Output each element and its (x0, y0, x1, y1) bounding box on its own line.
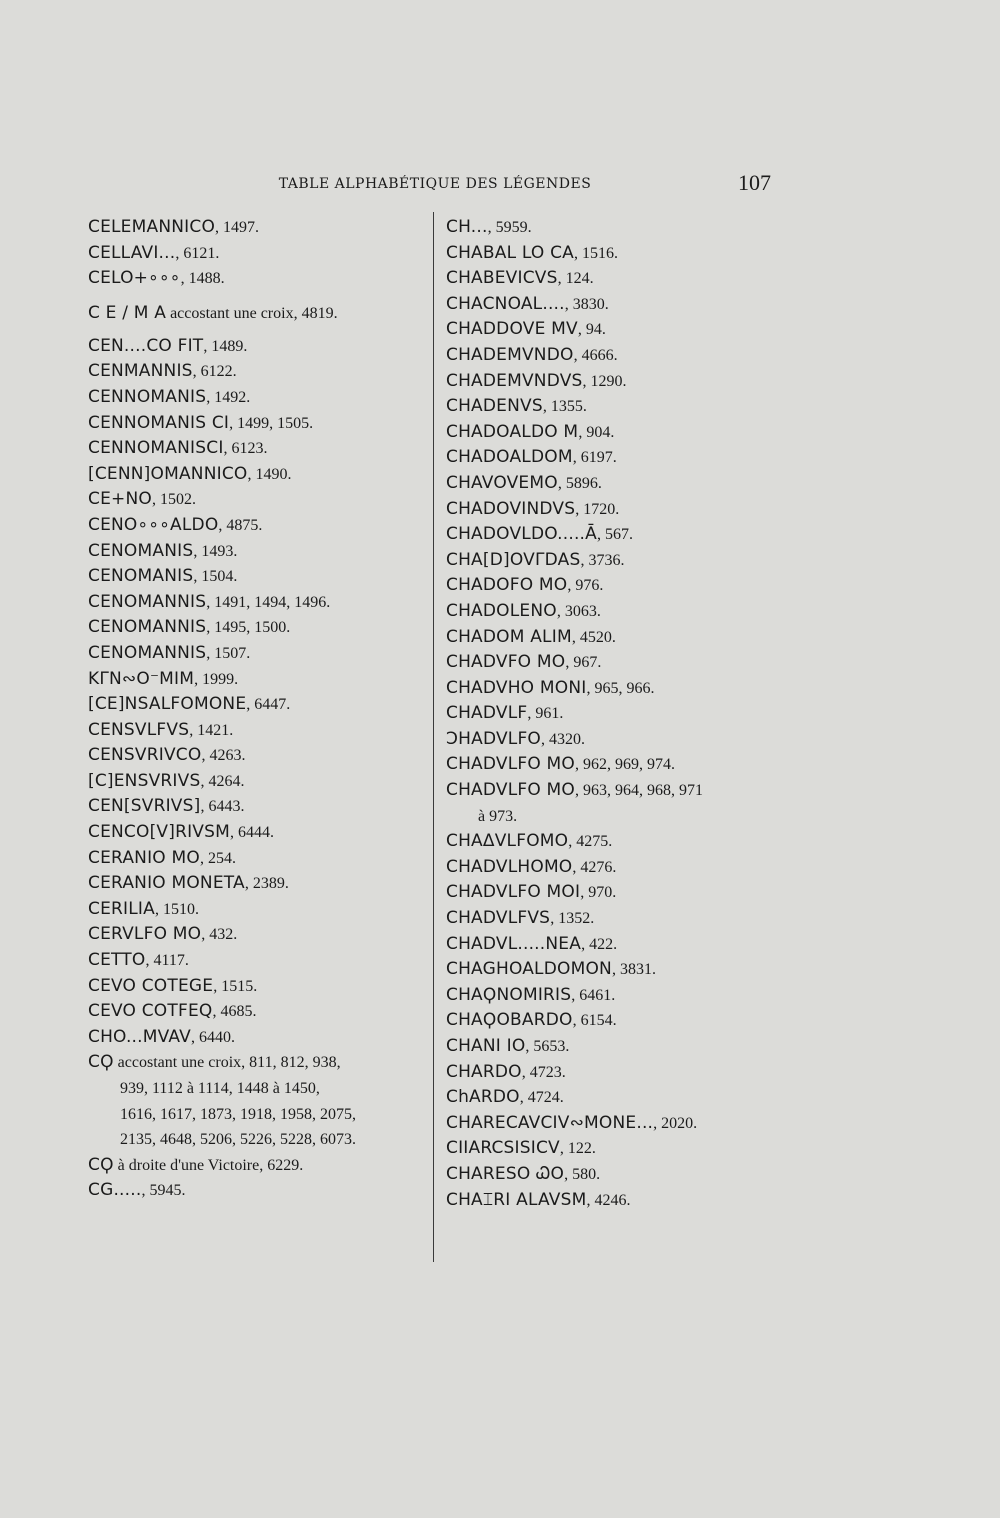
entry-legend: CHARDO (446, 1061, 522, 1082)
index-entry (446, 855, 796, 881)
entry-legend: CHA[D]OVΓDAS (446, 549, 581, 570)
entry-legend: CENOMANNIS (88, 591, 207, 612)
entry-references: , 4320. (541, 730, 586, 748)
index-entry (88, 641, 428, 667)
entry-legend: CHADVLFO MO (446, 754, 575, 775)
entry-legend: CHARECAVCIV∾MONE... (446, 1112, 654, 1133)
entry-references: , 962, 969, 974. (575, 756, 675, 774)
entry-legend: CENSVLFVS (88, 719, 190, 740)
index-entry (88, 692, 428, 718)
entry-references: , 1720. (575, 500, 620, 518)
entry-legend: CHADDOVE MV (446, 319, 578, 340)
entry-legend: CELEMANNICO (88, 217, 216, 237)
entry-references: , 1516. (574, 244, 618, 262)
entry-legend: CHADVLFO MO (446, 780, 575, 801)
entry-references: , 422. (581, 935, 618, 953)
index-entry (88, 266, 428, 292)
entry-legend: CϘ (88, 1052, 114, 1073)
entry-legend: ChARDO (446, 1087, 520, 1108)
entry-legend: CELO+∘∘∘ (88, 268, 181, 289)
entry-references: , 1488. (180, 270, 225, 288)
right-column (446, 215, 796, 1213)
entry-references: , 254. (199, 849, 236, 867)
entry-legend: CENO∘∘∘ALDO (88, 514, 219, 535)
entry-references: , 3831. (611, 961, 656, 979)
index-entry (446, 241, 796, 267)
entry-references: , 904. (578, 423, 615, 441)
entry-legend: CERILIA (88, 898, 155, 919)
entry-legend: CHADVLFVS (446, 908, 551, 929)
index-entry (88, 615, 428, 641)
index-entry (88, 794, 428, 820)
index-entry (88, 897, 428, 923)
index-entry (446, 522, 796, 548)
entry-legend: CEN....CO FIT (88, 335, 204, 356)
index-entry (88, 667, 428, 693)
entry-legend: CENSVRIVCO (88, 745, 202, 766)
index-entry (446, 471, 796, 497)
index-entry (88, 487, 428, 513)
entry-legend: CE+NO (88, 489, 152, 510)
index-entry (446, 676, 796, 702)
entry-references: , 3063. (556, 602, 601, 620)
entry-references: , 4264. (200, 772, 245, 790)
index-entry (88, 590, 428, 616)
entry-legend: CENNOMANISCI (88, 438, 224, 459)
index-entry (446, 625, 796, 651)
entry-legend: CHARESO ᏇO (446, 1163, 565, 1184)
page-number: 107 (738, 170, 771, 195)
entry-legend: CH... (446, 217, 488, 237)
entry-legend: CHADVLF (446, 703, 528, 724)
entry-references: , 961. (527, 705, 564, 723)
entry-references: , 1490. (247, 465, 292, 483)
index-entry (88, 1153, 428, 1179)
entry-references: , 4685. (212, 1003, 257, 1021)
index-entry (446, 1008, 796, 1034)
entry-legend: [C]ENSVRIVS (88, 770, 201, 791)
index-entry (88, 436, 428, 462)
entry-references: , 1355. (542, 398, 587, 416)
entry-legend: CHADENVS (446, 396, 543, 417)
entry-references: , 4117. (145, 952, 189, 970)
index-entry (446, 829, 796, 855)
entry-legend: CENOMANNIS (88, 642, 207, 663)
index-entry (88, 769, 428, 795)
entry-legend: CENOMANIS (88, 540, 194, 561)
index-entry (446, 497, 796, 523)
entry-legend: CENNOMANIS (88, 386, 207, 407)
entry-references: , 1493. (193, 542, 238, 560)
index-entry (88, 1102, 428, 1128)
index-entry (88, 1076, 428, 1102)
index-entry (88, 948, 428, 974)
entry-legend: CϘ (88, 1154, 114, 1175)
entry-references: accostant une croix, 811, 812, 938, (113, 1054, 341, 1072)
entry-legend: CHADEMVNDO (446, 344, 574, 365)
entry-references: , 94. (577, 321, 606, 339)
entry-references: , 122. (559, 1140, 596, 1158)
entry-references: , 1352. (550, 910, 595, 928)
entry-legend: CETTO (88, 950, 146, 971)
entry-references: , 1497. (215, 219, 260, 236)
entry-references: , 3736. (580, 551, 625, 569)
index-entry (88, 922, 428, 948)
entry-references: , 2389. (244, 875, 289, 893)
entry-legend: CHADVLFO MOI (446, 882, 581, 903)
entry-legend: CERVLFO MO (88, 924, 202, 945)
entry-references: , 6123. (223, 440, 268, 458)
index-entry (446, 573, 796, 599)
entry-references: , 1491, 1494, 1496. (206, 593, 331, 611)
entry-references: , 432. (201, 926, 238, 944)
index-entry (88, 215, 428, 241)
index-entry (446, 983, 796, 1009)
entry-legend: CENCO[V]RIVSM (88, 822, 230, 843)
entry-references: , 1492. (206, 388, 251, 406)
entry-references: , 1290. (582, 372, 627, 390)
index-entry (88, 334, 428, 360)
entry-references: , 6447. (246, 696, 291, 714)
index-entry (446, 317, 796, 343)
entry-references: , 6154. (572, 1012, 617, 1030)
entry-references: , 970. (580, 884, 617, 902)
entry-references: , 1502. (151, 491, 196, 509)
index-entry (88, 241, 428, 267)
index-entry (446, 599, 796, 625)
entry-references: , 6440. (190, 1028, 235, 1046)
entry-legend: CHAΔVLFOMO (446, 831, 569, 852)
entry-references: , 1999. (194, 670, 239, 688)
index-entry (88, 539, 428, 565)
index-entry (446, 420, 796, 446)
entry-references: à 973. (478, 807, 518, 825)
entry-references: , 4875. (218, 516, 263, 534)
entry-references: 939, 1112 à 1114, 1448 à 1450, (120, 1080, 320, 1097)
index-entry (88, 743, 428, 769)
entry-references: , 4276. (572, 858, 617, 876)
entry-references: accostant une croix, 4819. (166, 304, 338, 322)
index-entry (446, 266, 796, 292)
entry-references: , 5653. (525, 1038, 570, 1055)
entry-legend: CIIARCSISICV (446, 1138, 560, 1159)
entry-references: , 1499, 1505. (229, 414, 314, 432)
entry-references: , 967. (565, 654, 602, 672)
left-column (88, 215, 428, 1204)
entry-legend: CHADOFO MO (446, 575, 568, 596)
index-entry (446, 343, 796, 369)
index-entry (88, 871, 428, 897)
entry-legend: CHA⌶RI ALAVSM (446, 1189, 587, 1210)
entry-references: , 2020. (653, 1114, 698, 1132)
entry-references: , 5959. (487, 219, 532, 236)
index-entry (446, 394, 796, 420)
entry-references: , 567. (597, 526, 633, 544)
index-entry (88, 292, 428, 334)
entry-references: , 6443. (200, 798, 245, 816)
entry-legend: CHADVFO MO (446, 652, 566, 673)
index-entry (446, 1136, 796, 1162)
entry-legend: C E / M A (88, 302, 167, 323)
entry-references: 1616, 1617, 1873, 1918, 1958, 2075, (120, 1105, 356, 1123)
entry-legend: CHABEVICVS (446, 268, 558, 289)
index-entry (446, 215, 796, 241)
index-entry (88, 1127, 428, 1153)
index-entry (446, 957, 796, 983)
entry-references: , 976. (567, 577, 604, 595)
index-entry (88, 846, 428, 872)
entry-legend: CHO...MVAV (88, 1026, 191, 1047)
entry-legend: CERANIO MONETA (88, 873, 245, 894)
entry-references: , 4723. (521, 1063, 566, 1081)
entry-legend: CELLAVI... (88, 242, 176, 263)
entry-references: , 1507. (206, 644, 251, 662)
entry-legend: [CE]NSALFOMONE (88, 694, 247, 715)
index-entry (446, 1162, 796, 1188)
index-entry (88, 385, 428, 411)
column-divider (433, 212, 434, 1262)
entry-legend: CENOMANIS (88, 566, 194, 587)
running-head: TABLE ALPHABÉTIQUE DES LÉGENDES (278, 176, 592, 192)
index-entry (88, 462, 428, 488)
entry-legend: CHAVOVEMO (446, 472, 558, 493)
index-entry (88, 513, 428, 539)
index-entry (446, 932, 796, 958)
entry-references: , 1495, 1500. (206, 619, 291, 637)
entry-references: 2135, 4648, 5206, 5226, 5228, 6073. (120, 1131, 356, 1149)
entry-references: , 4520. (571, 628, 616, 646)
entry-legend: CENNOMANIS CI (88, 412, 230, 433)
index-entry (88, 820, 428, 846)
index-entry (446, 880, 796, 906)
entry-legend: CHADOVINDVS (446, 498, 576, 519)
entry-references: , 3830. (564, 295, 609, 313)
entry-legend: CHACNOAL.... (446, 293, 565, 314)
index-entry (446, 1188, 796, 1214)
entry-legend: CHAGHOALDOMON (446, 959, 612, 980)
entry-legend: ΚΓΝ∾Ο⁻ΜΙΜ (88, 668, 195, 689)
entry-legend: CHADOALDO M (446, 421, 579, 442)
index-entry (446, 445, 796, 471)
entry-legend: CEN[SVRIVS] (88, 796, 201, 817)
entry-references: à droite d'une Victoire, 6229. (113, 1156, 304, 1174)
entry-legend: [CENN]OMANNICO (88, 463, 248, 484)
entry-references: , 5945. (141, 1182, 186, 1200)
entry-legend: CHADOLENO (446, 600, 557, 621)
index-entry (446, 804, 796, 830)
entry-legend: CHADOM ALIM (446, 626, 572, 647)
index-entry (446, 1085, 796, 1111)
index-entry (446, 650, 796, 676)
entry-legend: CG..... (88, 1180, 142, 1201)
entry-legend: ƆHADVLFO (446, 728, 542, 749)
entry-references: , 1489. (203, 337, 248, 355)
index-entry (446, 369, 796, 395)
entry-references: , 6197. (572, 449, 617, 467)
entry-references: , 4275. (568, 833, 613, 851)
index-entry (446, 1060, 796, 1086)
index-entry (88, 974, 428, 1000)
entry-references: , 5896. (557, 474, 602, 492)
entry-legend: CERANIO MO (88, 847, 200, 868)
entry-references: , 6461. (571, 986, 616, 1004)
index-entry (88, 411, 428, 437)
entry-legend: CEVO COTEGE (88, 975, 214, 996)
entry-references: , 1504. (193, 568, 238, 586)
index-entry (446, 778, 796, 804)
index-entry (446, 701, 796, 727)
entry-references: , 1515. (213, 977, 258, 995)
entry-legend: CHABAL LO CA (446, 242, 574, 263)
index-entry (88, 1178, 428, 1204)
entry-references: , 4263. (201, 747, 246, 765)
index-entry (446, 1034, 796, 1060)
index-entry (446, 1111, 796, 1137)
entry-references: , 6121. (175, 244, 220, 262)
index-entry (446, 548, 796, 574)
index-entry (88, 1050, 428, 1076)
entry-references: , 965, 966. (586, 679, 655, 697)
entry-legend: CHANI IO (446, 1036, 526, 1056)
entry-references: , 963, 964, 968, 971 (575, 782, 703, 800)
entry-legend: CHADOALDOM (446, 447, 573, 468)
entry-legend: CENOMANNIS (88, 617, 207, 638)
entry-references: , 124. (557, 270, 594, 288)
entry-legend: CHADVHO MONI (446, 677, 587, 698)
index-entry (88, 564, 428, 590)
index-entry (446, 727, 796, 753)
entry-references: , 1421. (189, 721, 234, 739)
entry-legend: CHADVL.....NEA (446, 933, 582, 954)
entry-legend: CHADOVLDO.....Ā (446, 524, 597, 545)
entry-references: , 6444. (230, 824, 274, 842)
entry-references: , 4724. (519, 1089, 564, 1107)
index-entry (446, 906, 796, 932)
entry-legend: CHADEMVNDVS (446, 370, 583, 391)
entry-references: , 1510. (154, 900, 199, 918)
entry-legend: CHAϘNOMIRIS (446, 984, 572, 1005)
index-entry (88, 999, 428, 1025)
index-entry (88, 1025, 428, 1051)
index-entry (88, 718, 428, 744)
entry-legend: CENMANNIS (88, 361, 193, 382)
entry-legend: CHADVLHOMO (446, 856, 573, 877)
entry-references: , 6122. (192, 363, 237, 381)
index-entry (446, 292, 796, 318)
entry-references: , 4246. (586, 1191, 631, 1209)
index-entry (88, 359, 428, 385)
entry-references: , 4666. (573, 346, 618, 364)
entry-legend: CHAϘOBARDO (446, 1010, 573, 1031)
entry-legend: CEVO COTFEQ (88, 1001, 213, 1022)
index-entry (446, 752, 796, 778)
entry-references: , 580. (564, 1165, 601, 1183)
